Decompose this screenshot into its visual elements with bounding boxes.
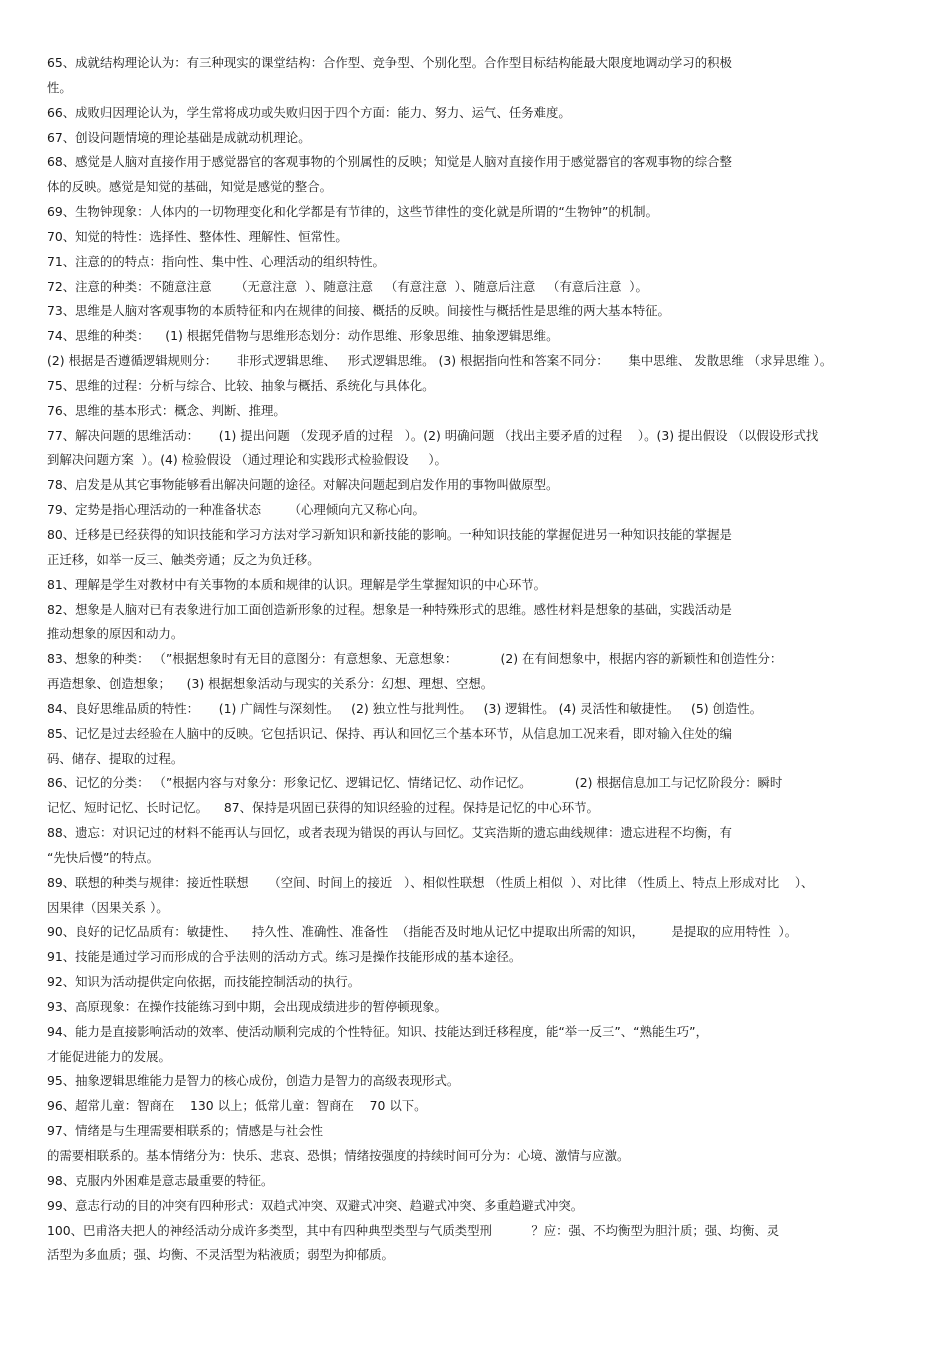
text-line: 81、理解是学生对教材中有关事物的本质和规律的认识。理解是学生掌握知识的中心环节。: [47, 576, 547, 592]
text-line: 75、思维的过程：分析与综合、比较、抽象与概括、系统化与具体化。: [47, 377, 435, 393]
text-line: 70、知觉的特性：选择性、整体性、理解性、恒常性。: [47, 228, 348, 244]
text-line: 97、情绪是与生理需要相联系的；情感是与社会性: [47, 1123, 323, 1139]
text-line: 93、高原现象：在操作技能练习到中期，会出现成绩进步的暂停顿现象。: [47, 998, 447, 1014]
text-line: 80、迁移是已经获得的知识技能和学习方法对学习新知识和新技能的影响。一种知识技能的掌握促进另一种知识技能的掌握是: [47, 527, 732, 542]
text-line: 90、良好的记忆品质有：敏捷性、 持久性、准确性、准备性 （指能否及时地从记忆中提取出所需的知识， 是提取的应用特性 ）。: [47, 924, 798, 940]
text-line: 91、技能是通过学习而形成的合乎法则的活动方式。练习是操作技能形成的基本途径。: [47, 949, 522, 965]
text-line: 因果律（因果关系 ）。: [47, 899, 169, 915]
text-line: 活型为多血质；强、均衡、不灵活型为粘液质；弱型为抑郁质。: [47, 1247, 394, 1263]
text-line: 78、启发是从其它事物能够看出解决问题的途径。对解决问题起到启发作用的事物叫做原型。: [47, 477, 559, 493]
text-line: 82、想象是人脑对已有表象进行加工面创造新形象的过程。想象是一种特殊形式的思维。感性材料是想象的基础，实践活动是: [47, 601, 732, 617]
text-line: 65、成就结构理论认为：有三种现实的课堂结构：合作型、竞争型、个别化型。合作型目标结构能最大限度地调动学习的积极: [47, 55, 732, 70]
text-line: 74、思维的种类： (1) 根据凭借物与思维形态划分：动作思维、形象思维、抽象逻辑思维。: [47, 328, 559, 344]
text-line: 67、创设问题情境的理论基础是成就动机理论。: [47, 129, 311, 145]
text-line: 69、生物钟现象：人体内的一切物理变化和化学都是有节律的，这些节律性的变化就是所谓的“生物钟”的机制。: [47, 204, 658, 219]
text-line: 才能促进能力的发展。: [47, 1048, 171, 1064]
text-line: 86、记忆的分类： （”根据内容与对象分：形象记忆、逻辑记忆、情绪记忆、动作记忆。 (2) 根据信息加工与记忆阶段分：瞬时: [47, 775, 783, 791]
text-line: 77、解决问题的思维活动： (1) 提出问题 （发现矛盾的过程 ）。(2) 明确问题 （找出主要矛盾的过程 ）。(3) 提出假设 （以假设形式找: [47, 427, 819, 443]
text-line: 99、意志行动的目的冲突有四种形式：双趋式冲突、双避式冲突、趋避式冲突、多重趋避式冲突。: [47, 1197, 584, 1213]
text-line: 84、良好思维品质的特性： (1) 广阔性与深刻性。 (2) 独立性与批判性。 (3) 逻辑性。 (4) 灵活性和敏捷性。 (5) 创造性。: [47, 700, 763, 716]
text-line: 98、克服内外困难是意志最重要的特征。: [47, 1172, 274, 1188]
text-line: 正迁移，如举一反三、触类旁通；反之为负迁移。: [47, 551, 320, 567]
text-line: 79、定势是指心理活动的一种准备状态 （心理倾向亢又称心向。: [47, 502, 425, 518]
text-line: 76、思维的基本形式：概念、判断、推理。: [47, 402, 286, 418]
text-line: 85、记忆是过去经验在人脑中的反映。它包括识记、保持、再认和回忆三个基本环节，从信息加工况来看，即对输入住处的编: [47, 725, 732, 741]
text-line: “先快后慢”的特点。: [47, 849, 159, 865]
text-line: 83、想象的种类： （”根据想象时有无目的意图分：有意想象、无意想象： (2) 在有间想象中，根据内容的新颖性和创造性分：: [47, 651, 783, 667]
text-line: 到解决问题方案 ）。(4) 检验假设 （通过理论和实践形式检验假设 ）。: [47, 452, 447, 468]
text-line: 92、知识为活动提供定向依据，而技能控制活动的执行。: [47, 974, 361, 990]
text-line: 68、感觉是人脑对直接作用于感觉器官的客观事物的个别属性的反映；知觉是人脑对直接作用于感觉器官的客观事物的综合整: [47, 154, 732, 170]
text-line: 73、思维是人脑对客观事物的本质特征和内在规律的间接、概括的反映。间接性与概括性是思维的两大基本特征。: [47, 303, 670, 319]
text-line: 95、抽象逻辑思维能力是智力的核心成份，创造力是智力的高级表现形式。: [47, 1073, 460, 1089]
text-line: 96、超常儿童：智商在 130 以上；低常儿童：智商在 70 以下。: [47, 1098, 427, 1114]
text-line: 体的反映。感觉是知觉的基础，知觉是感觉的整合。: [47, 179, 332, 195]
text-line: 推动想象的原因和动力。: [47, 626, 184, 642]
text-line: 66、成败归因理论认为，学生常将成功或失败归因于四个方面：能力、努力、运气、任务难度。: [47, 104, 571, 120]
text-line: 71、注意的的特点：指向性、集中性、心理活动的组织特性。: [47, 253, 385, 269]
text-line: 性。: [47, 79, 72, 95]
text-line: 码、储存、提取的过程。: [47, 750, 184, 766]
text-line: 记忆、短时记忆、长时记忆。 87、保持是巩固已获得的知识经验的过程。保持是记忆的中心环节。: [47, 800, 599, 816]
text-line: 再造想象、创造想象； (3) 根据想象活动与现实的关系分：幻想、理想、空想。: [47, 676, 494, 691]
text-line: (2) 根据是否遵循逻辑规则分： 非形式逻辑思维、 形式逻辑思维。 (3) 根据指向性和答案不同分： 集中思维、 发散思维 （求异思维 ）。: [47, 353, 833, 369]
text-line: 的需要相联系的。基本情绪分为：快乐、悲哀、恐惧；情绪按强度的持续时间可分为：心境、激情与应激。: [47, 1148, 630, 1163]
text-line: 88、遗忘：对识记过的材料不能再认与回忆，或者表现为错误的再认与回忆。艾宾浩斯的遗忘曲线规律：遗忘进程不均衡，有: [47, 825, 732, 840]
text-line: 94、能力是直接影响活动的效率、使活动顺利完成的个性特征。知识、技能达到迁移程度，能“举一反三”、“熟能生巧”，: [47, 1023, 708, 1039]
text-line: 89、联想的种类与规律：接近性联想 （空间、时间上的接近 ）、相似性联想 （性质上相似 ）、对比律 （性质上、特点上形成对比 ）、: [47, 874, 814, 890]
text-line: 72、注意的种类：不随意注意 （无意注意 ）、随意注意 （有意注意 ）、随意后注意 （有意后注意 ）。: [47, 278, 648, 294]
text-line: 100、巴甫洛夫把人的神经活动分成许多类型，其中有四种典型类型与气质类型刑 ？应：强、不均衡型为胆汁质；强、均衡、灵: [47, 1222, 780, 1238]
